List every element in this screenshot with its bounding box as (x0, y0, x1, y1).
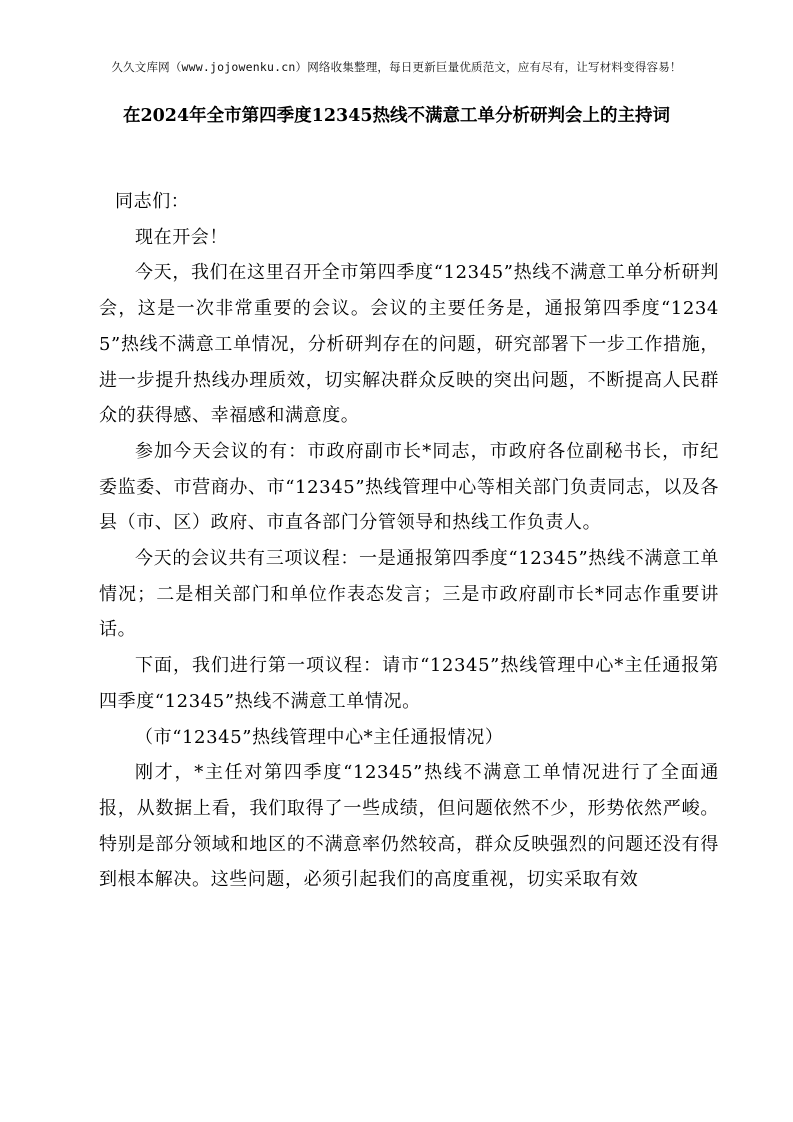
paragraph-salutation: 同志们： (115, 191, 190, 212)
paragraph-agenda: 今天的会议共有三项议程：一是通报第四季度“12345”热线不满意工单情况；二是相关部门和单位作表态发言；三是市政府副市长*同志作重要讲话。 (99, 548, 719, 641)
paragraph-first-item: 下面，我们进行第一项议程：请市“12345”热线管理中心*主任通报第四季度“12345”热线不满意工单情况。 (99, 655, 719, 712)
paragraph-attendees: 参加今天会议的有：市政府副市长*同志，市政府各位副秘书长，市纪委监委、市营商办、市“12345”热线管理中心等相关部门负责同志，以及各县（市、区）政府、市直各部门分管领导和热线工作负责人。 (99, 440, 719, 534)
document-body (99, 184, 719, 898)
paragraph-purpose: 今天，我们在这里召开全市第四季度“12345”热线不满意工单分析研判会，这是一次非常重要的会议。会议的主要任务是，通报第四季度“12345”热线不满意工单情况，分析研判存在的问题，研究部署下一步工作措施，进一步提升热线办理质效，切实解决群众反映的突出问题，不断提高人民群众的获得感、幸福感和满意度。 (99, 262, 719, 427)
document-title: 在2024年全市第四季度12345热线不满意工单分析研判会上的主持词 (122, 106, 671, 126)
paragraph-opening: 现在开会！ (135, 226, 228, 248)
paragraph-report-note: （市“12345”热线管理中心*主任通报情况） (135, 726, 504, 748)
header-source-note: 久久文库网（www.jojowenku.cn）网络收集整理，每日更新巨量优质范文，应有尽有，让写材料变得容易！ (111, 60, 682, 74)
paragraph-summary: 刚才，*主任对第四季度“12345”热线不满意工单情况进行了全面通报，从数据上看，我们取得了一些成绩，但问题依然不少，形势依然严峻。特别是部分领域和地区的不满意率仍然较高，群众反映强烈的问题还没有得到根本解决。这些问题，必须引起我们的高度重视，切实采取有效 (99, 762, 719, 891)
